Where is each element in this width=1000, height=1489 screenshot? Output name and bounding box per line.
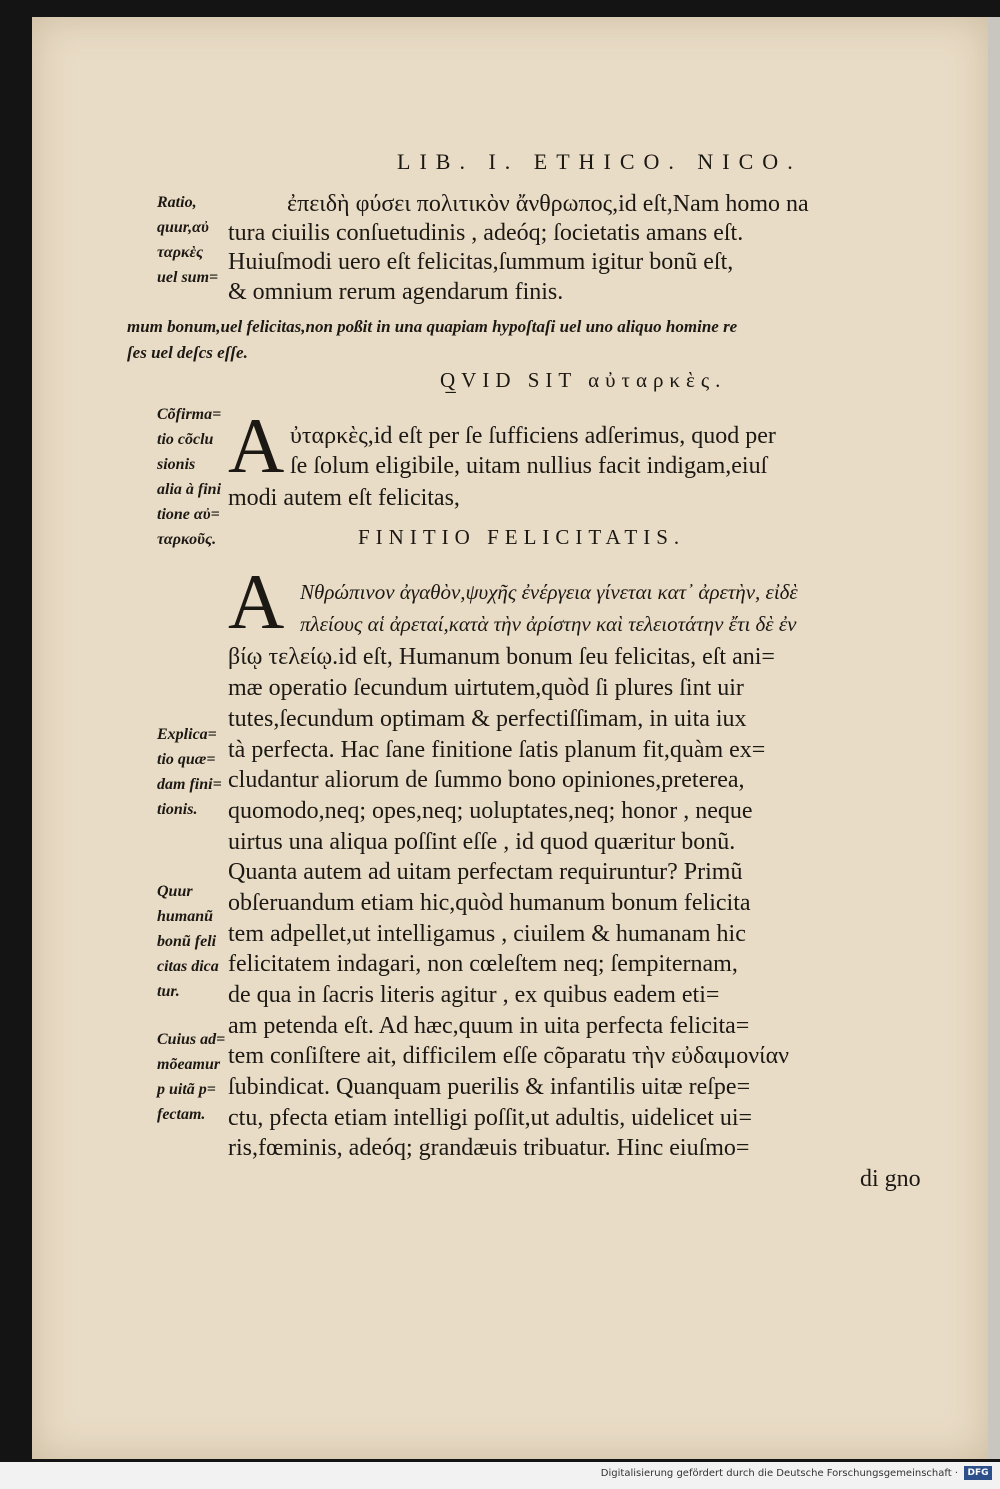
margin-line: tione αὐ= <box>157 506 220 523</box>
margin-line: uel sum= <box>157 269 219 286</box>
text-line: ἐπειδὴ φύσει πολιτικὸν ἄνθρωπος,id eſt,Nam homo na <box>287 191 809 217</box>
margin-line: tur. <box>157 983 180 1000</box>
drop-capital: A <box>228 558 285 645</box>
section-heading: Q̲VID SIT αὐταρκὲς. <box>440 368 727 392</box>
margin-line: Cuius ad= <box>157 1031 226 1048</box>
text-line: de qua in ſacris literis agitur , ex quibus eadem eti= <box>228 982 720 1008</box>
margin-line: fectam. <box>157 1106 206 1123</box>
margin-line: mõeamur <box>157 1056 221 1073</box>
section-heading: FINITIO FELICITATIS. <box>358 525 686 549</box>
text-line: ris,fœminis, adeóq; grandæuis tribuatur. Hinc eiuſmo= <box>228 1135 750 1161</box>
text-line: felicitatem indagari, non cœleſtem neq; ſempiternam, <box>228 951 738 977</box>
margin-continuation-line: mum bonum,uel felicitas,non poßit in una quapiam hypoſtaſi uel uno aliquo homine re <box>127 317 738 336</box>
text-line: tem adpellet,ut intelligamus , ciuilem & humanam hic <box>228 921 746 947</box>
dfg-logo-icon: DFG <box>964 1466 992 1480</box>
text-line: & omnium rerum agendarum finis. <box>228 279 564 305</box>
page-edge <box>988 17 1000 1459</box>
margin-line: dam fini= <box>157 776 222 793</box>
margin-line: Ratio, <box>157 194 197 211</box>
running-head: LIB. I. ETHICO. NICO. <box>397 149 802 174</box>
margin-line: ταρκὲς <box>157 244 204 261</box>
margin-line: p uitã p= <box>157 1081 216 1098</box>
text-line: uirtus una aliqua poſſint eſſe , id quod quæritur bonũ. <box>228 829 736 855</box>
text-line: ctu, pfecta etiam intelligi poſſit,ut adultis, uidelicet ui= <box>228 1105 753 1131</box>
margin-line: citas dica <box>157 958 219 975</box>
text-line: tà perfecta. Hac ſane finitione ſatis planum fit,quàm ex= <box>228 737 766 763</box>
margin-line: Quur <box>157 883 193 900</box>
margin-line: Explica= <box>157 726 217 743</box>
margin-continuation-line: ſes uel deſcs eſſe. <box>127 343 248 362</box>
margin-note-ratio <box>157 190 218 290</box>
margin-line: ταρκοῦς. <box>157 531 217 548</box>
margin-line: humanũ <box>157 908 214 925</box>
text-line: Quanta autem ad uitam perfectam requiruntur? Primũ <box>228 859 743 885</box>
text-line: ὐταρκὲς,id eſt per ſe ſufficiens adſerimus, quod per <box>290 423 776 449</box>
footer-credit: Digitalisierung gefördert durch die Deutsche Forschungsgemeinschaft · <box>600 1468 958 1479</box>
text-line: quomodo,neq; opes,neq; uoluptates,neq; honor , neque <box>228 798 753 824</box>
text-line: tutes,ſecundum optimam & perfectiſſimam, in uita iux <box>228 706 747 732</box>
footer-bar <box>0 1462 1000 1489</box>
greek-text-line: πλείους αἱ ἀρεταί,κατὰ τὴν ἀρίστην καὶ τελειοτάτην ἔτι δὲ ἐν <box>300 612 797 636</box>
text-line: ſubindicat. Quanquam puerilis & infantilis uitæ reſpe= <box>228 1074 751 1100</box>
text-line: mæ operatio ſecundum uirtutem,quòd ſi plures ſint uir <box>228 675 744 701</box>
text-line: obſeruandum etiam hic,quòd humanum bonum felicita <box>228 890 751 916</box>
margin-line: quur,αὐ <box>157 219 209 236</box>
text-line: modi autem eſt felicitas, <box>228 485 460 511</box>
drop-capital: A <box>228 402 285 489</box>
margin-line: Cõfirma= <box>157 406 222 423</box>
margin-line: alia à fini <box>157 481 222 498</box>
margin-note-quur <box>157 879 219 1004</box>
margin-line: bonũ feli <box>157 933 217 950</box>
text-line: tem conſiſtere ait, difficilem eſſe cõparatu τὴν εὐδαιμονίαν <box>228 1043 789 1069</box>
text-line: Huiuſmodi uero eſt felicitas,ſummum igitur bonũ eſt, <box>228 249 734 275</box>
text-line: ſe ſolum eligibile, uitam nullius facit indigam,eiuſ <box>290 453 768 479</box>
greek-text-line: Νθρώπινον ἀγαθὸν,ψυχῆς ἐνέργεια γίνεται κατ᾽ ἀρετὴν, εἰδὲ <box>300 580 798 604</box>
book-page <box>32 17 988 1459</box>
text-line: am petenda eſt. Ad hæc,quum in uita perfecta felicita= <box>228 1013 750 1039</box>
margin-line: tio cõclu <box>157 431 214 448</box>
text-line: tura ciuilis conſuetudinis , adeóq; ſocietatis amans eſt. <box>228 220 744 246</box>
margin-note-explicatio <box>157 722 222 822</box>
text-line: cludantur aliorum de ſummo bono opiniones,preterea, <box>228 767 745 793</box>
margin-line: sionis <box>157 456 196 473</box>
margin-line: tionis. <box>157 801 198 818</box>
margin-line: tio quæ= <box>157 751 216 768</box>
margin-note-cuius <box>157 1027 225 1127</box>
margin-note-confirmatio <box>157 402 221 552</box>
catchword: di gno <box>860 1166 921 1192</box>
text-line: βίῳ τελείῳ.id eſt, Humanum bonum ſeu felicitas, eſt ani= <box>228 644 775 670</box>
